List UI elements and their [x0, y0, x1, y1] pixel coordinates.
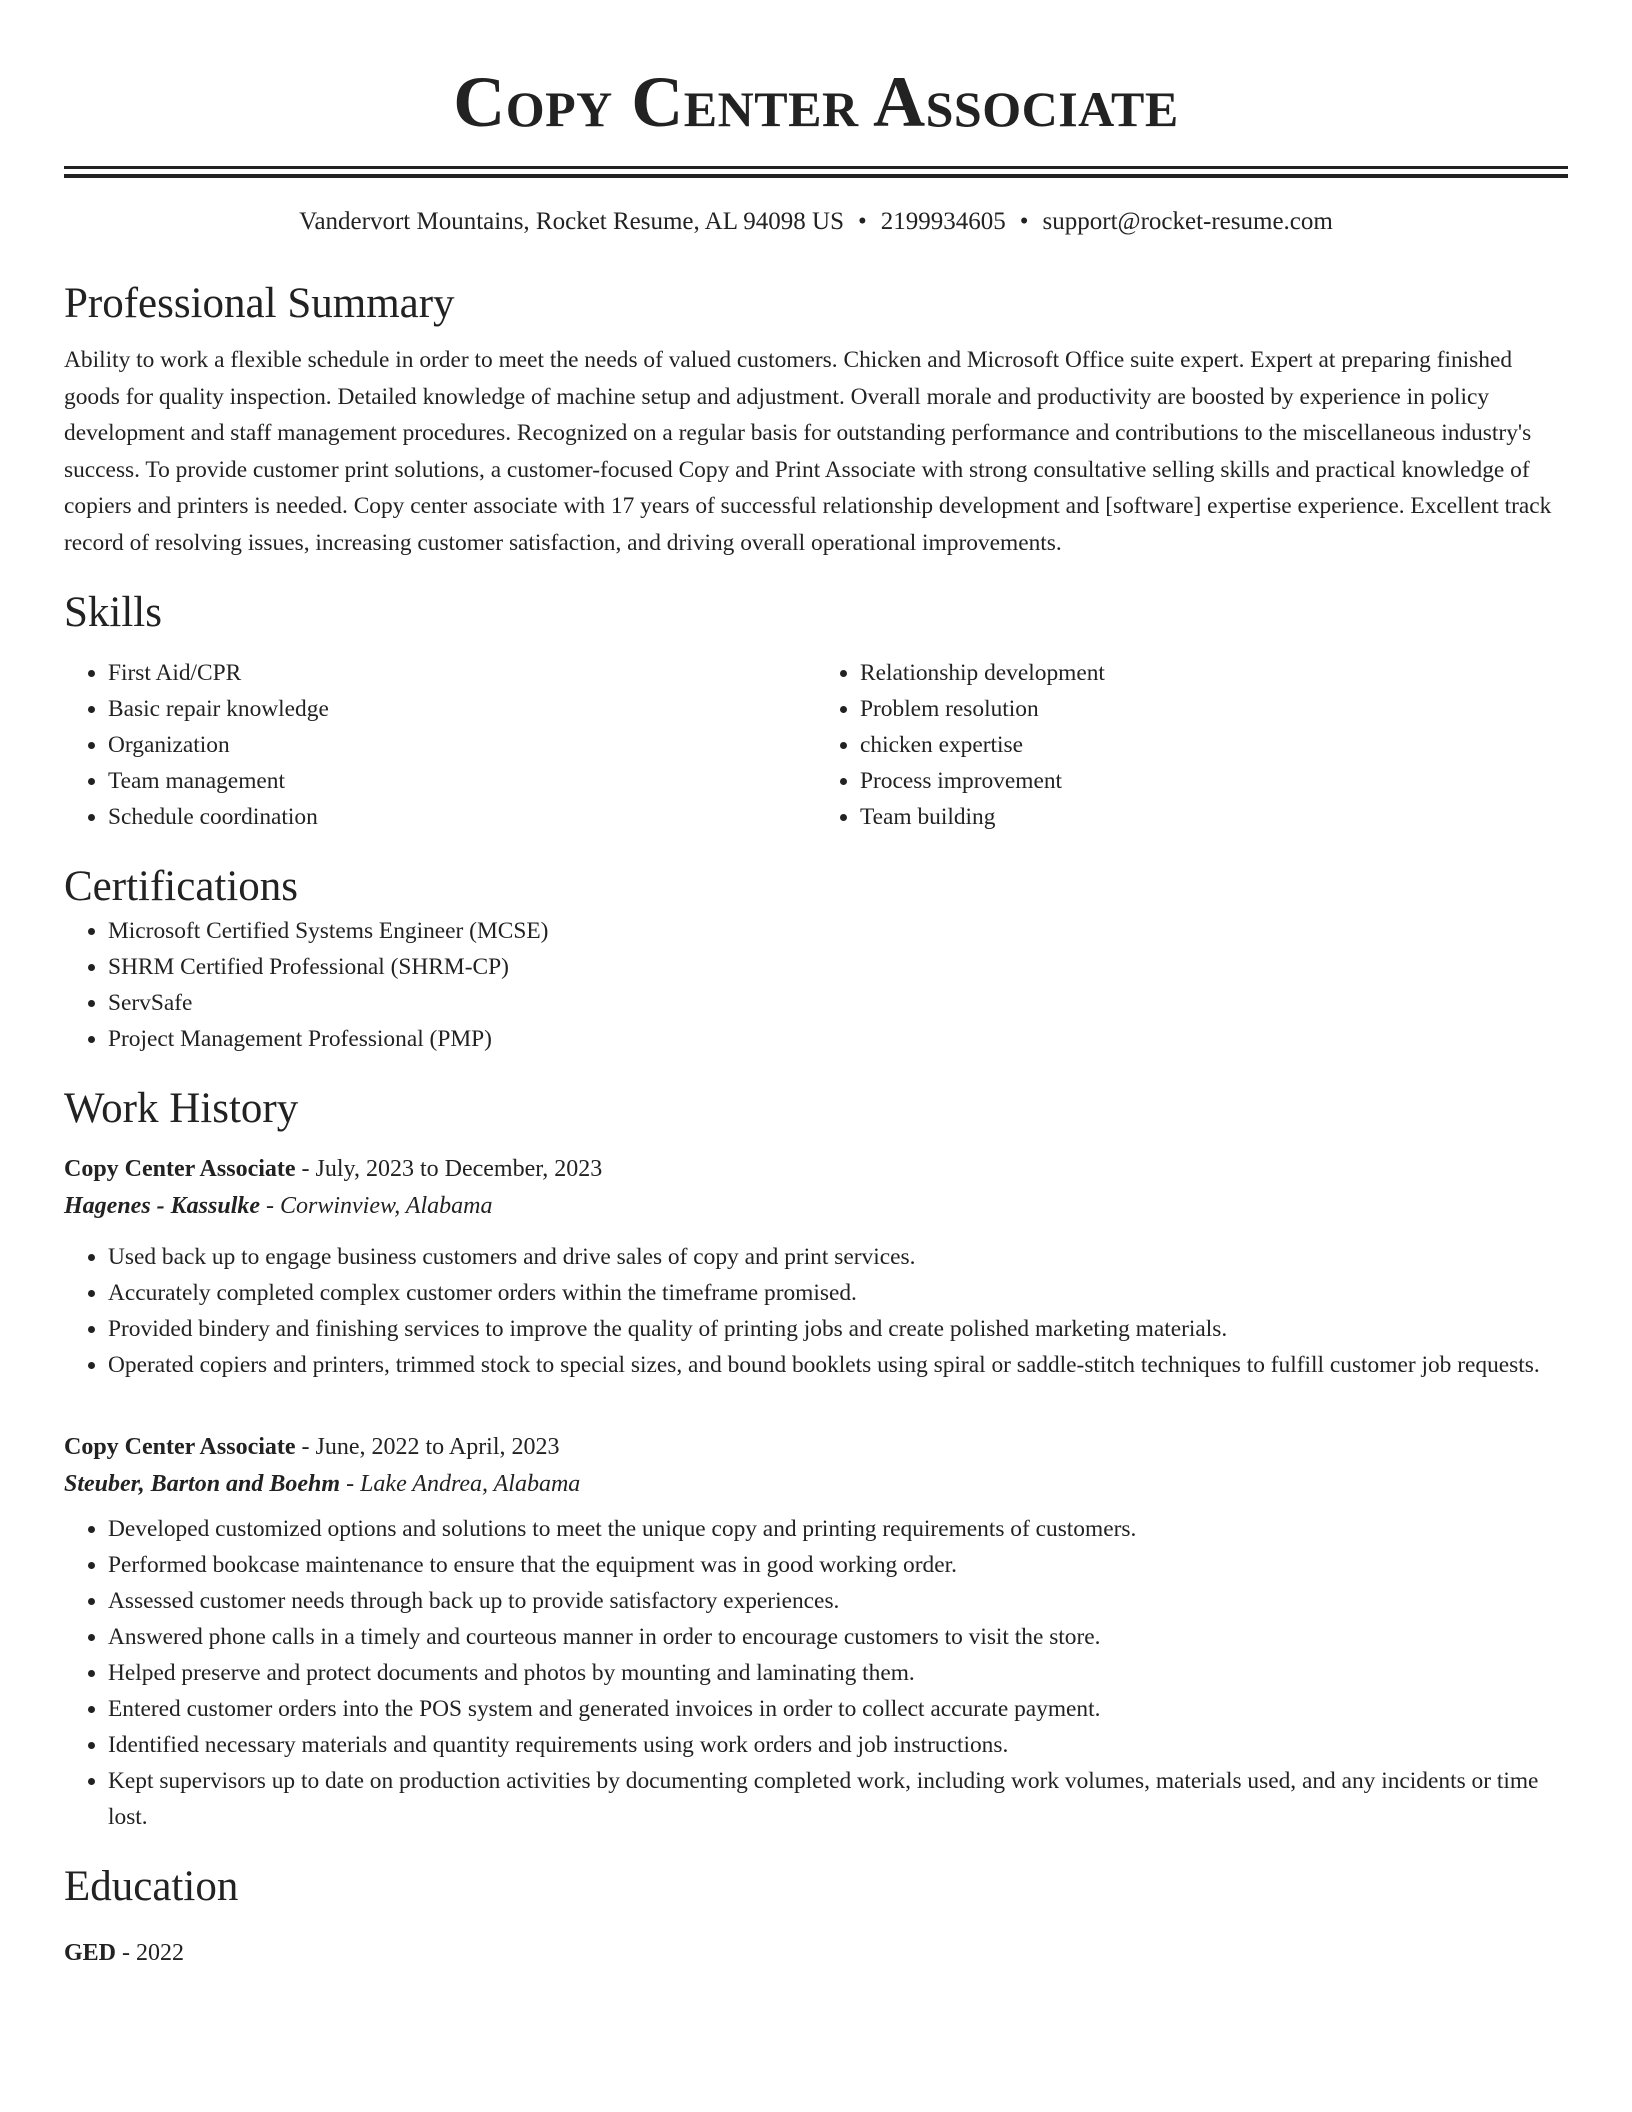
summary-text: Ability to work a flexible schedule in order to meet the needs of valued customers. Chicken and Microsoft Office suite expert. Expert at preparing finished goods for quality inspection. Detailed knowledge of machine setup and adjustment. Overall morale and productivity are boosted by experience in policy development and staff management procedures. Recognized on a regular basis for outstanding performance and contributions to the miscellaneous industry's success. To provide customer print solutions, a customer-focused Copy and Print Associate with strong consultative selling skills and practical knowledge of copiers and printers is needed. Copy center associate with 17 years of successful relationship development and [software] expertise experience. Excellent track record of resolving issues, increasing customer satisfaction, and driving overall operational improvements. [64, 347, 1552, 556]
education-entry [64, 1935, 1568, 1971]
certification-item: • ServSafe [108, 985, 1568, 1021]
skill-item: • Team building [860, 799, 1568, 835]
job-entry [64, 1151, 1568, 1383]
skill-item: • Team management [108, 763, 816, 799]
job-entry [64, 1429, 1568, 1835]
job-title: Copy Center Associate [64, 1434, 296, 1460]
skill-item: • Problem resolution [860, 691, 1568, 727]
certification-item: • Project Management Professional (PMP) [108, 1021, 1568, 1057]
education-year: - 2022 [116, 1940, 185, 1966]
skill-item: • Relationship development [860, 655, 1568, 691]
contact-separator: • [1019, 208, 1029, 235]
certification-item: • Microsoft Certified Systems Engineer (MCSE) [108, 913, 1568, 949]
skill-item: • First Aid/CPR [108, 655, 816, 691]
contact-line [64, 206, 1568, 238]
certification-item: • SHRM Certified Professional (SHRM-CP) [108, 949, 1568, 985]
job-title-line [64, 1429, 1568, 1465]
contact-address: Vandervort Mountains, Rocket Resume, AL 94098 US [299, 208, 845, 235]
resume-title: Copy Center Associate [453, 62, 1179, 142]
skills-list-left [64, 655, 816, 835]
job-bullet: • Entered customer orders into the POS system and generated invoices in order to collect accurate payment. [108, 1691, 1568, 1727]
job-location: - Corwinview, Alabama [260, 1193, 493, 1219]
skill-item: • Schedule coordination [108, 799, 816, 835]
contact-email: support@rocket-resume.com [1042, 208, 1333, 235]
resume-page [64, 0, 1568, 1971]
education-degree: GED [64, 1940, 117, 1966]
education-heading: Education [64, 1863, 239, 1910]
summary-heading: Professional Summary [64, 280, 455, 327]
job-location: - Lake Andrea, Alabama [340, 1471, 581, 1497]
job-bullet: • Developed customized options and solutions to meet the unique copy and printing requirements of customers. [108, 1511, 1568, 1547]
job-title: Copy Center Associate [64, 1156, 296, 1182]
skill-item: • Process improvement [860, 763, 1568, 799]
job-bullet: • Helped preserve and protect documents and photos by mounting and laminating them. [108, 1655, 1568, 1691]
skill-item: • Organization [108, 727, 816, 763]
job-company: Hagenes - Kassulke [64, 1193, 261, 1219]
skill-item: • chicken expertise [860, 727, 1568, 763]
job-bullet: • Answered phone calls in a timely and courteous manner in order to encourage customers to visit the store. [108, 1619, 1568, 1655]
certifications-heading: Certifications [64, 863, 299, 910]
contact-separator: • [858, 208, 867, 235]
title-divider [64, 166, 1568, 178]
skills-list-right [816, 655, 1568, 835]
work-history-heading: Work History [64, 1085, 299, 1132]
job-title-line [64, 1151, 1568, 1187]
job-bullet: • Used back up to engage business customers and drive sales of copy and print services. [108, 1239, 1568, 1275]
job-bullet: • Performed bookcase maintenance to ensure that the equipment was in good working order. [108, 1547, 1568, 1583]
job-bullet: • Provided bindery and finishing services to improve the quality of printing jobs and create polished marketing materials. [108, 1311, 1568, 1347]
job-dates: - June, 2022 to April, 2023 [295, 1434, 560, 1460]
job-bullet: • Operated copiers and printers, trimmed stock to special sizes, and bound booklets using spiral or saddle-stitch techniques to fulfill customer job requests. [108, 1347, 1568, 1383]
job-bullets [64, 1511, 1568, 1835]
job-company-line [64, 1465, 1568, 1503]
skills-heading: Skills [64, 589, 162, 636]
skill-item: • Basic repair knowledge [108, 691, 816, 727]
job-company-line [64, 1187, 1568, 1225]
job-bullet: • Accurately completed complex customer orders within the timeframe promised. [108, 1275, 1568, 1311]
skills-columns [64, 655, 1568, 835]
job-dates: - July, 2023 to December, 2023 [295, 1156, 603, 1182]
job-bullet: • Kept supervisors up to date on production activities by documenting completed work, including work volumes, materials used, and any incidents or time lost. [108, 1763, 1568, 1835]
job-bullets [64, 1239, 1568, 1383]
job-company: Steuber, Barton and Boehm [64, 1471, 341, 1497]
job-bullet: • Assessed customer needs through back up to provide satisfactory experiences. [108, 1583, 1568, 1619]
job-bullet: • Identified necessary materials and quantity requirements using work orders and job instructions. [108, 1727, 1568, 1763]
certifications-list [64, 913, 1568, 1057]
contact-phone: 2199934605 [880, 208, 1006, 235]
